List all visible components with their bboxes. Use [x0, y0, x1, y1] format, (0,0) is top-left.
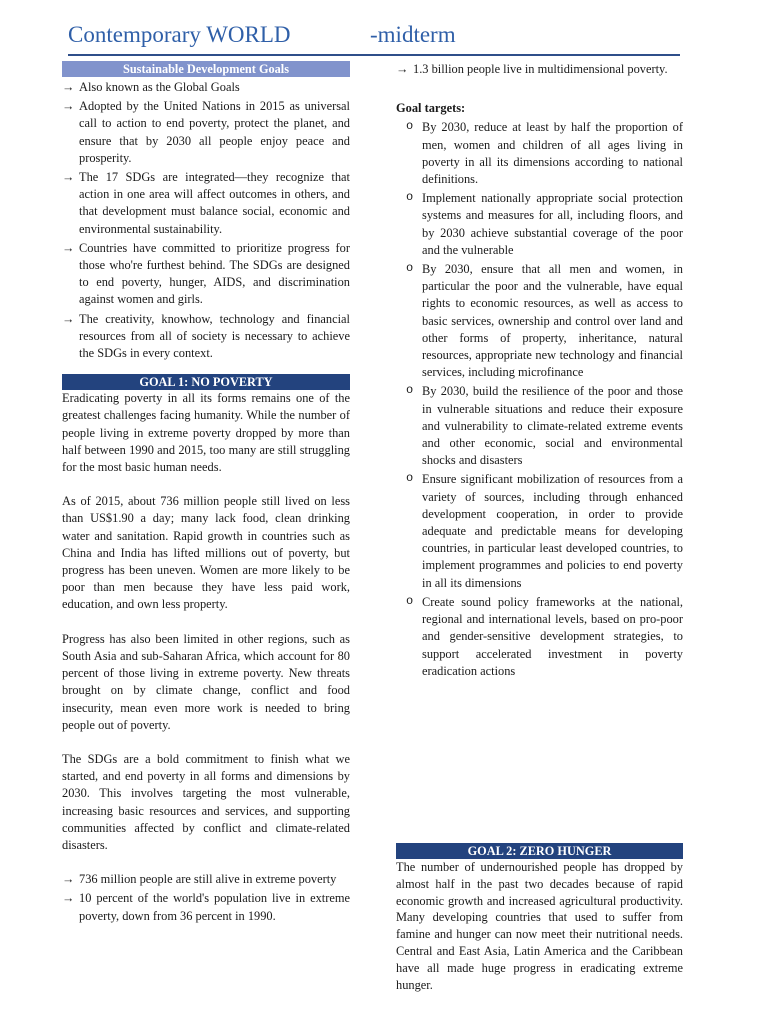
goal-target: o Create sound policy frameworks at the national, regional and international levels, based on pro-poor and gender-sensitive development strategies, to support accelerated investment in poverty eradication actions — [396, 594, 683, 680]
goal-target: o By 2030, reduce at least by half the proportion of men, women and children of all ages living in poverty in all its dimensions according to national definitions. — [396, 119, 683, 188]
sdg-bullet-list — [62, 79, 350, 362]
goal-target: o By 2030, build the resilience of the poor and those in vulnerable situations and reduce their exposure and vulnerability to climate-related extreme events and other economic, social and environmental shocks and disasters — [396, 383, 683, 469]
goal-target: o Implement nationally appropriate social protection systems and measures for all, including floors, and by 2030 achieve substantial coverage of the poor and the vulnerable — [396, 190, 683, 259]
goal1-paragraph: As of 2015, about 736 million people still lived on less than US$1.90 a day; many lack food, clean drinking water and sanitation. Rapid growth in countries such as China and India has lifted millions out of poverty, but progress has been uneven. Women are more likely to be poor than men because they have less paid work, education, and own less property. — [62, 494, 350, 612]
sdg-bullet: → Also known as the Global Goals — [62, 79, 350, 96]
right-column — [396, 61, 683, 682]
goal-target: o Ensure significant mobilization of resources from a variety of sources, including through enhanced development cooperation, in order to provide adequate and predictable means for developing countries, in particular least developed countries, to implement programmes and policies to end poverty in all its dimensions — [396, 471, 683, 591]
goal2-section — [396, 843, 683, 993]
sdg-bullet: → Adopted by the United Nations in 2015 as universal call to action to end poverty, protect the planet, and ensure that by 2030 all people enjoy peace and prosperity. — [62, 98, 350, 167]
sdg-section-header: Sustainable Development Goals — [62, 61, 350, 77]
goal-targets-label: Goal targets: — [396, 101, 466, 116]
goal1-fact: → 1.3 billion people live in multidimensional poverty. — [396, 61, 683, 78]
goal2-section-header: GOAL 2: ZERO HUNGER — [396, 843, 683, 859]
sdg-bullet: → The creativity, knowhow, technology and financial resources from all of society is necessary to achieve the SDGs in every context. — [62, 311, 350, 363]
left-column — [62, 61, 350, 927]
goal1-paragraph: The SDGs are a bold commitment to finish what we started, and end poverty in all forms and dimensions by 2030. This involves targeting the most vulnerable, increasing basic resources and services, and supporting communities affected by conflict and climate-related disasters. — [62, 751, 350, 852]
goal1-paragraph: Progress has also been limited in other regions, such as South Asia and sub-Saharan Africa, which account for 80 percent of those living in extreme poverty. New threats brought on by climate change, conflict and food insecurity, mean even more work is needed to bring people out of poverty. — [62, 631, 350, 732]
page-header — [68, 20, 680, 56]
goal1-fact: → 10 percent of the world's population live in extreme poverty, down from 36 percent in 1990. — [62, 890, 350, 924]
sdg-bullet: → Countries have committed to prioritize progress for those who're furthest behind. The SDGs are designed to end poverty, hunger, AIDS, and discrimination against women and girls. — [62, 240, 350, 309]
goal1-facts-list — [62, 871, 350, 925]
goal1-section-header: GOAL 1: NO POVERTY — [62, 374, 350, 390]
goal1-fact: → 736 million people are still alive in extreme poverty — [62, 871, 350, 888]
document-title: Contemporary WORLD — [68, 22, 291, 47]
goal1-facts-list-continued — [396, 61, 683, 78]
goal2-paragraph: The number of undernourished people has dropped by almost half in the past two decades because of rapid economic growth and increased agricultural productivity. Many developing countries that used to suffer from famine and hunger can now meet their nutritional needs. Central and East Asia, Latin America and the Caribbean have all made huge progress in eradicating extreme hunger. — [396, 860, 683, 992]
document-subtitle: -midterm — [370, 22, 456, 47]
goal-target: o By 2030, ensure that all men and women, in particular the poor and the vulnerable, have equal rights to economic resources, as well as access to basic services, ownership and control over land and other forms of property, inheritance, natural resources, appropriate new technology and financial services, including microfinance — [396, 261, 683, 381]
goal1-paragraph: Eradicating poverty in all its forms remains one of the greatest challenges facing humanity. While the number of people living in extreme poverty dropped by more than half between 1990 and 2015, too many are still struggling for the most basic human needs. — [62, 391, 350, 475]
sdg-bullet: → The 17 SDGs are integrated—they recognize that action in one area will affect outcomes in others, and that development must balance social, economic and environmental sustainability. — [62, 169, 350, 238]
goal-targets-list — [396, 119, 683, 680]
